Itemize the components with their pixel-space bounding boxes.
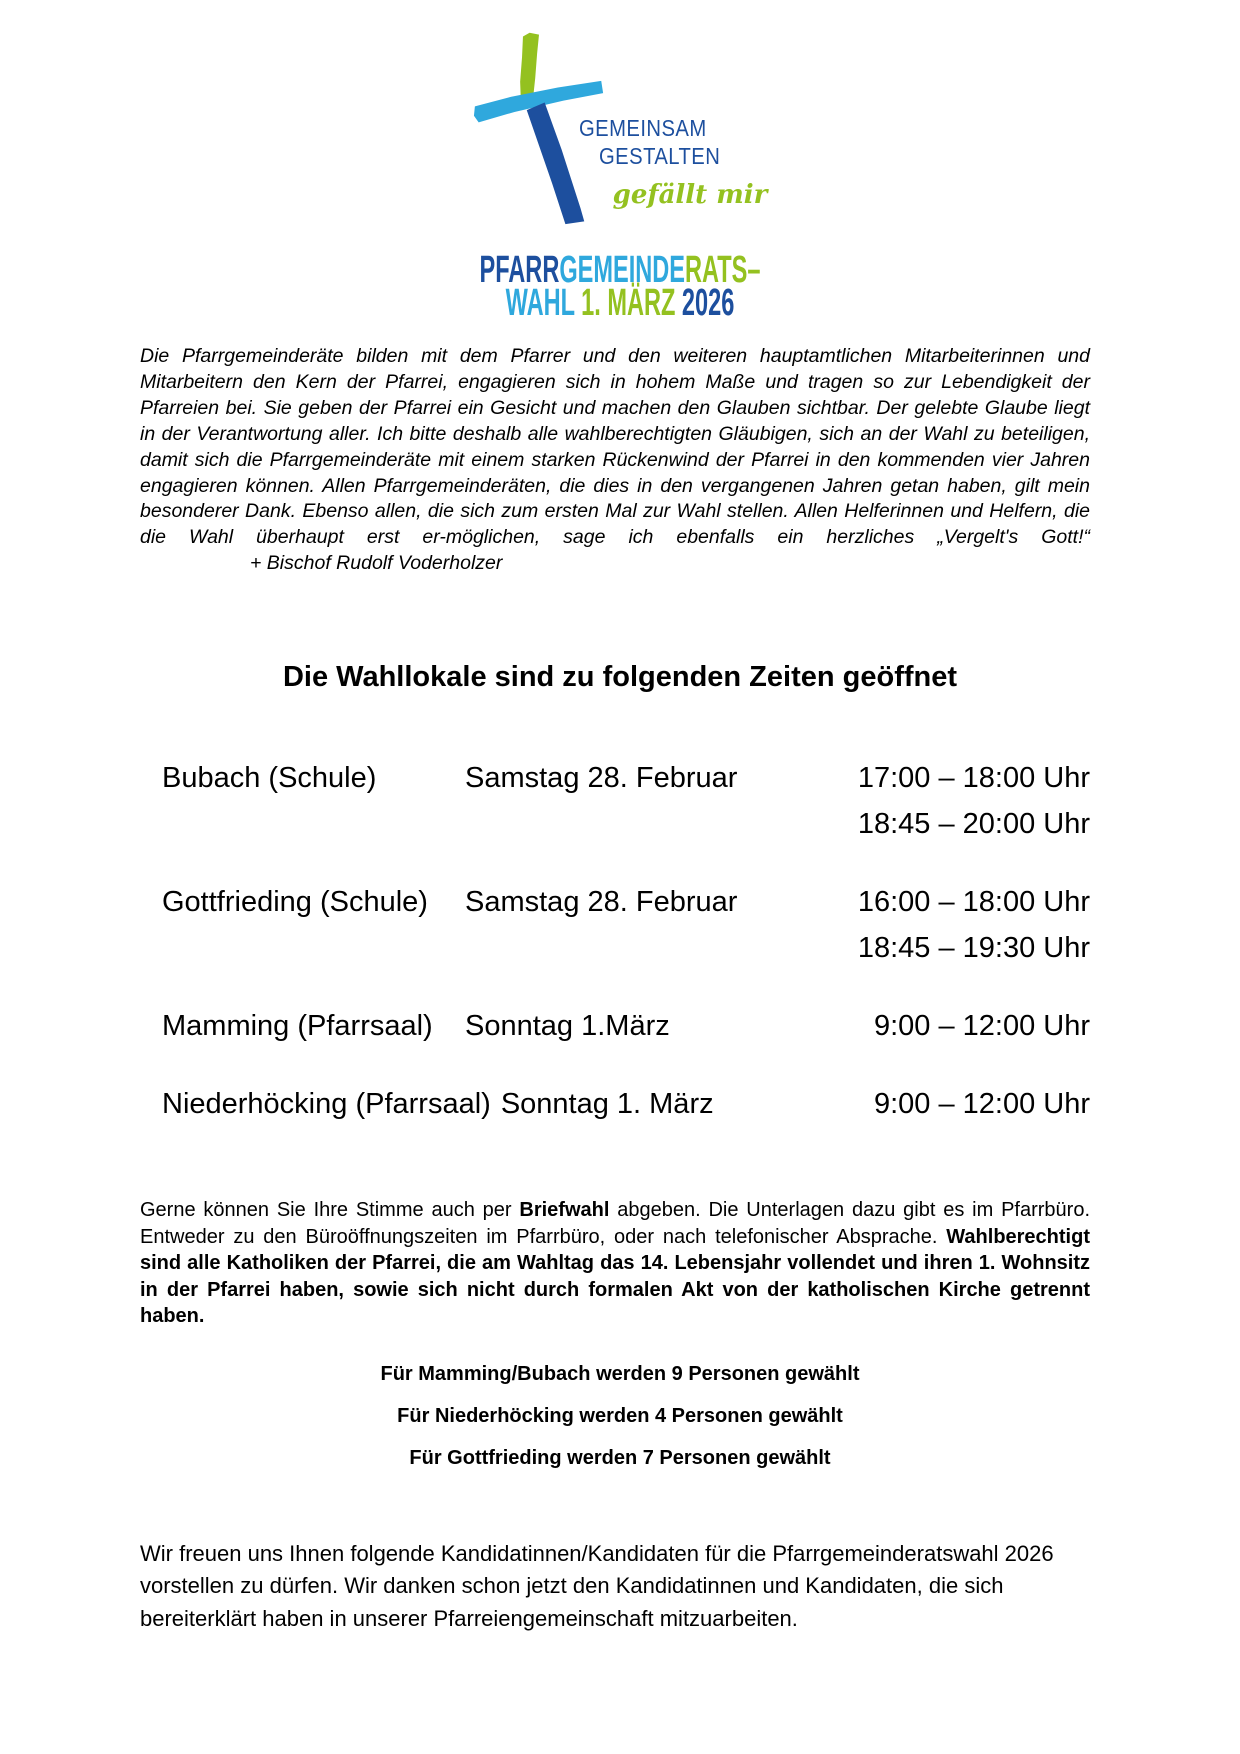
campaign-title-segment: 2026 <box>681 282 735 324</box>
seat-count-line: Für Gottfrieding werden 7 Personen gewählt <box>409 1446 831 1469</box>
schedule-row <box>162 755 1090 847</box>
schedule-row <box>162 879 1090 971</box>
campaign-title-segment: 1. MÄRZ <box>581 282 682 324</box>
logo <box>0 0 1240 228</box>
briefwahl-bold-segment: Wahlberechtigt sind alle Katholiken der Pfarrei, die am Wahltag das 14. Lebensjahr vollendet und ihren 1. Wohnsitz in der Pfarrei haben, sowie sich nicht durch formalen Akt von der katholischen Kirche getrennt haben. <box>140 1225 1090 1328</box>
polling-schedule <box>162 755 1090 1127</box>
polling-heading: Die Wahllokale sind zu folgenden Zeiten geöffnet <box>282 661 958 694</box>
briefwahl-bold-segment: Briefwahl <box>519 1199 610 1222</box>
logo-line-1: GEMEINSAM <box>578 115 707 141</box>
logo-text <box>579 114 768 210</box>
campaign-title-line-2 <box>236 282 1005 324</box>
schedule-day: Sonntag 1. März <box>500 1088 714 1121</box>
schedule-times <box>858 755 1090 847</box>
briefwahl-segment: abgeben. Die Unterlagen dazu gibt es im Pfarrbüro. Entweder zu den Büroöffnungszeiten im Pfarrbüro, oder nach telefonischer Absprache. <box>140 1199 1090 1248</box>
schedule-location: Gottfrieding (Schule) <box>162 886 428 919</box>
seat-count-line: Für Niederhöcking werden 4 Personen gewählt <box>397 1404 843 1427</box>
schedule-day: Sonntag 1.März <box>465 1010 670 1043</box>
seats-section <box>0 1360 1240 1472</box>
schedule-location: Bubach (Schule) <box>162 762 377 795</box>
schedule-times <box>874 1081 1090 1127</box>
campaign-title-segment: WAHL <box>505 282 582 324</box>
schedule-location: Mamming (Pfarrsaal) <box>162 1010 433 1043</box>
schedule-location: Niederhöcking (Pfarrsaal) <box>162 1088 491 1121</box>
schedule-day: Samstag 28. Februar <box>465 886 738 919</box>
bishop-message-text: Die Pfarrgemeinderäte bilden mit dem Pfarrer und den weiteren hauptamtlichen Mitarbeiterinnen und Mitarbeitern den Kern der Pfarrei, engagieren sich in hohem Maße und tragen so zur Lebendigkeit der Pfarreien bei. Sie geben der Pfarrei ein Gesicht und machen den Glauben sichtbar. Der gelebte Glaube liegt in der Verantwortung aller. Ich bitte deshalb alle wahlberechtigten Gläubigen, sich an der Wahl zu beteiligen, damit sich die Pfarrgemeinderäte mit einem starken Rückenwind der Pfarrei in den kommenden vier Jahren engagieren können. Allen Pfarrgemeinderäten, die dies in den vergangenen Jahren getan haben, gilt mein besonderer Dank. Ebenso allen, die sich zum ersten Mal zur Wahl stellen. Allen Helferinnen und Helfern, die die Wahl überhaupt erst er-möglichen, sage ich ebenfalls ein herzliches „Vergelt's Gott!“ <box>140 345 1090 549</box>
schedule-row <box>162 1003 1090 1049</box>
schedule-row <box>162 1081 1090 1127</box>
schedule-time-range: 18:45 – 20:00 Uhr <box>857 808 1090 841</box>
briefwahl-paragraph <box>140 1197 1090 1330</box>
schedule-time-range: 18:45 – 19:30 Uhr <box>857 932 1090 965</box>
schedule-time-range: 9:00 – 12:00 Uhr <box>873 1088 1090 1121</box>
briefwahl-segment: Gerne können Sie Ihre Stimme auch per <box>140 1199 520 1222</box>
campaign-title <box>0 249 1240 324</box>
bishop-message <box>140 344 1090 577</box>
schedule-time-range: 17:00 – 18:00 Uhr <box>857 762 1090 795</box>
campaign-title-segment: GEMEINDE <box>559 249 686 291</box>
schedule-time-range: 9:00 – 12:00 Uhr <box>873 1010 1090 1043</box>
schedule-time-range: 16:00 – 18:00 Uhr <box>857 886 1090 919</box>
logo-tagline: gefällt mir <box>612 180 768 210</box>
logo-line-2: GESTALTEN <box>598 143 720 169</box>
closing-paragraph: Wir freuen uns Ihnen folgende Kandidatinnen/Kandidaten für die Pfarrgemeinderatswahl 2026 vorstellen zu dürfen. Wir danken schon jetzt den Kandidatinnen und Kandidaten, die sich bereiterklärt haben in unserer Pfarreiengemeinschaft mitzuarbeiten. <box>140 1540 1054 1631</box>
campaign-title-segment: PFARR <box>479 249 560 291</box>
schedule-day: Samstag 28. Februar <box>465 762 738 795</box>
schedule-times <box>874 1003 1090 1049</box>
seat-count-line: Für Mamming/Bubach werden 9 Personen gewählt <box>380 1362 860 1385</box>
bishop-signature: + Bischof Rudolf Voderholzer <box>250 552 503 575</box>
schedule-times <box>858 879 1090 971</box>
campaign-title-segment: RATS– <box>685 249 761 291</box>
